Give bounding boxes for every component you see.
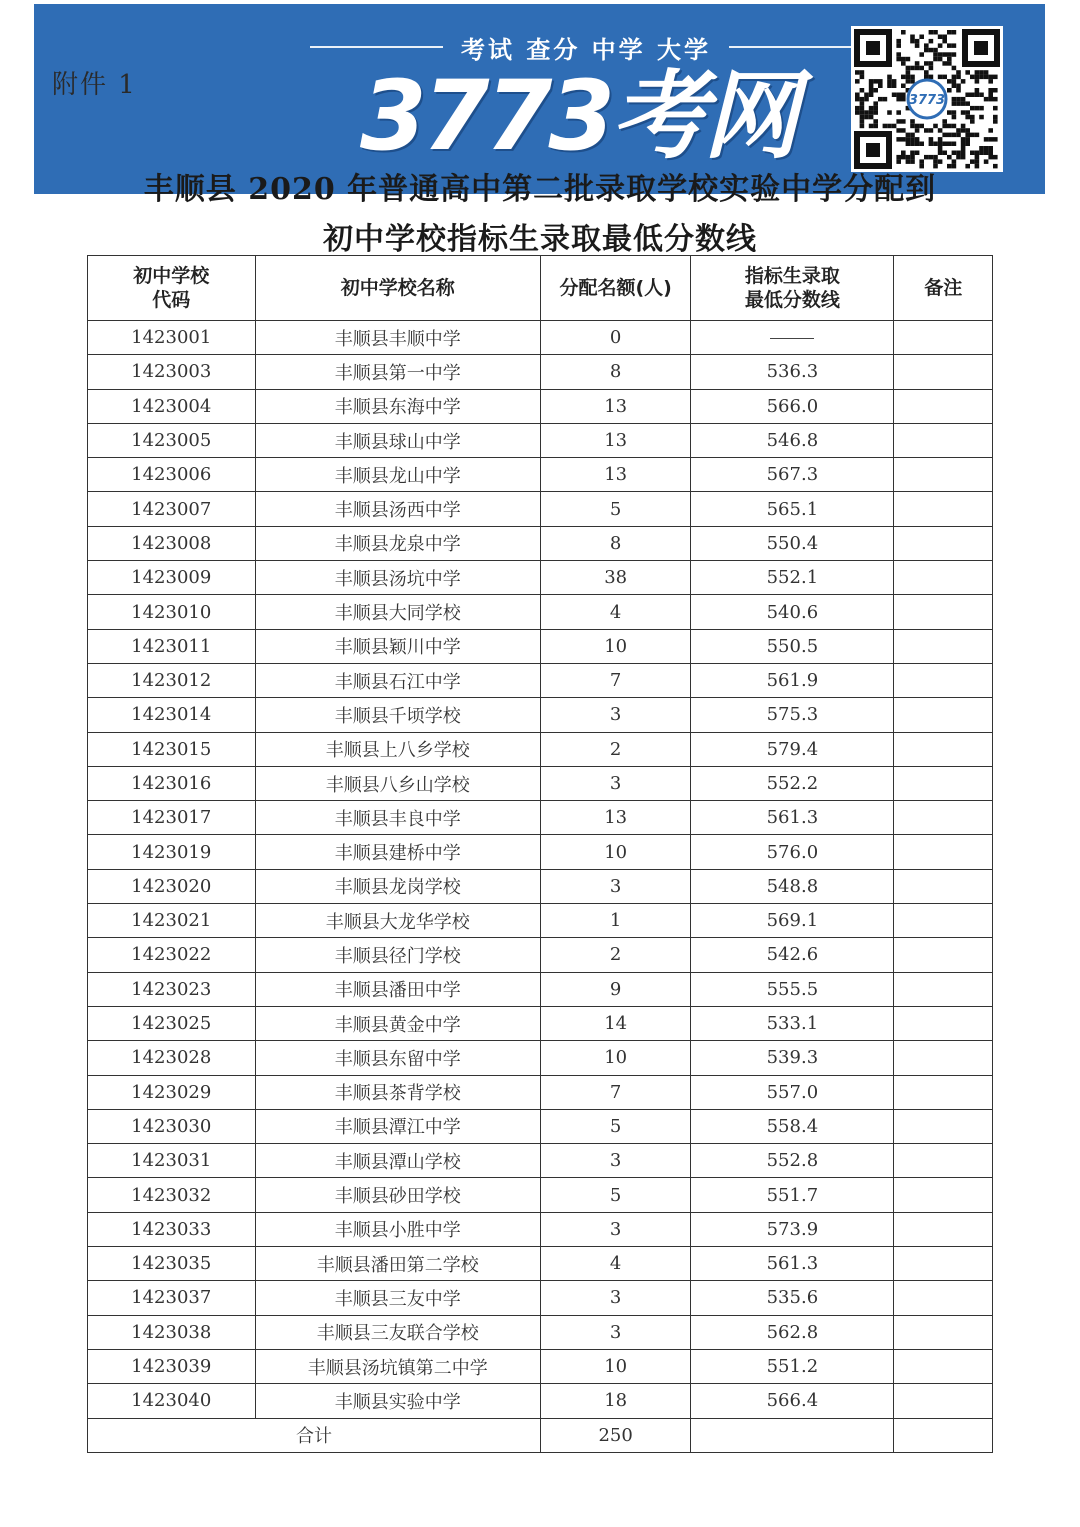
table-header-row <box>88 256 993 321</box>
remarks-cell <box>894 1212 993 1246</box>
min-score-cell: 536.3 <box>691 355 894 389</box>
school-name-cell: 丰顺县潘田第二学校 <box>255 1247 540 1281</box>
school-name-cell: 丰顺县小胜中学 <box>255 1212 540 1246</box>
table-row <box>88 698 993 732</box>
school-code-cell: 1423020 <box>88 869 256 903</box>
remarks-cell <box>894 629 993 663</box>
header-min-score <box>691 256 894 321</box>
quota-cell: 5 <box>540 1109 690 1143</box>
table-row <box>88 1006 993 1040</box>
annex-label: 附件 1 <box>52 70 137 100</box>
table-row <box>88 561 993 595</box>
remarks-cell <box>894 904 993 938</box>
min-score-cell: 542.6 <box>691 938 894 972</box>
remarks-cell <box>894 1006 993 1040</box>
remarks-cell <box>894 595 993 629</box>
total-remarks-cell <box>894 1418 993 1452</box>
site-logo: 3773考网 <box>360 60 796 172</box>
school-name-cell: 丰顺县球山中学 <box>255 423 540 457</box>
quota-cell: 8 <box>540 526 690 560</box>
min-score-cell: 579.4 <box>691 732 894 766</box>
total-score-cell <box>691 1418 894 1452</box>
quota-cell: 0 <box>540 321 690 355</box>
min-score-cell: 551.2 <box>691 1349 894 1383</box>
header-line: 初中学校名称 <box>340 277 455 299</box>
school-name-cell: 丰顺县汤坑中学 <box>255 561 540 595</box>
remarks-cell <box>894 1349 993 1383</box>
quota-cell: 4 <box>540 1247 690 1281</box>
table-row <box>88 1212 993 1246</box>
min-score-cell: 533.1 <box>691 1006 894 1040</box>
min-score-cell: 565.1 <box>691 492 894 526</box>
school-code-cell: 1423010 <box>88 595 256 629</box>
school-code-cell: 1423014 <box>88 698 256 732</box>
quota-cell: 9 <box>540 972 690 1006</box>
school-name-cell: 丰顺县径门学校 <box>255 938 540 972</box>
remarks-cell <box>894 1041 993 1075</box>
remarks-cell <box>894 869 993 903</box>
quota-cell: 3 <box>540 1315 690 1349</box>
school-name-cell: 丰顺县龙山中学 <box>255 458 540 492</box>
school-name-cell: 丰顺县砂田学校 <box>255 1178 540 1212</box>
document-title-line2: 初中学校指标生录取最低分数线 <box>323 222 757 257</box>
table-row <box>88 938 993 972</box>
min-score-cell: 535.6 <box>691 1281 894 1315</box>
quota-cell: 3 <box>540 1281 690 1315</box>
remarks-cell <box>894 663 993 697</box>
school-code-cell: 1423003 <box>88 355 256 389</box>
remarks-cell <box>894 423 993 457</box>
header-line: 分配名额(人) <box>559 277 672 299</box>
remarks-cell <box>894 801 993 835</box>
school-code-cell: 1423035 <box>88 1247 256 1281</box>
min-score-cell: 552.2 <box>691 766 894 800</box>
min-score-cell: 566.0 <box>691 389 894 423</box>
school-name-cell: 丰顺县上八乡学校 <box>255 732 540 766</box>
table-row <box>88 355 993 389</box>
quota-cell: 13 <box>540 423 690 457</box>
min-score-cell: 573.9 <box>691 1212 894 1246</box>
table-row <box>88 629 993 663</box>
remarks-cell <box>894 321 993 355</box>
min-score-cell: 561.3 <box>691 801 894 835</box>
quota-cell: 2 <box>540 938 690 972</box>
school-code-cell: 1423037 <box>88 1281 256 1315</box>
admission-score-table <box>87 255 993 1453</box>
school-name-cell: 丰顺县东留中学 <box>255 1041 540 1075</box>
tagline-rule-right <box>729 46 862 48</box>
remarks-cell <box>894 1178 993 1212</box>
table-row <box>88 389 993 423</box>
quota-cell: 1 <box>540 904 690 938</box>
table-row <box>88 526 993 560</box>
school-code-cell: 1423011 <box>88 629 256 663</box>
school-code-cell: 1423032 <box>88 1178 256 1212</box>
school-name-cell: 丰顺县潭江中学 <box>255 1109 540 1143</box>
remarks-cell <box>894 766 993 800</box>
tagline-row <box>310 30 862 64</box>
school-code-cell: 1423023 <box>88 972 256 1006</box>
min-score-cell <box>691 321 894 355</box>
quota-cell: 7 <box>540 1075 690 1109</box>
min-score-cell: 539.3 <box>691 1041 894 1075</box>
table-row <box>88 732 993 766</box>
min-score-cell: 567.3 <box>691 458 894 492</box>
total-label: 合计 <box>88 1418 541 1452</box>
table-row <box>88 801 993 835</box>
table-row <box>88 321 993 355</box>
table-row <box>88 1247 993 1281</box>
qr-code[interactable] <box>851 26 1003 172</box>
school-name-cell: 丰顺县东海中学 <box>255 389 540 423</box>
school-code-cell: 1423028 <box>88 1041 256 1075</box>
quota-cell: 13 <box>540 801 690 835</box>
min-score-cell: 561.3 <box>691 1247 894 1281</box>
school-code-cell: 1423006 <box>88 458 256 492</box>
remarks-cell <box>894 1315 993 1349</box>
school-name-cell: 丰顺县潘田中学 <box>255 972 540 1006</box>
school-name-cell: 丰顺县黄金中学 <box>255 1006 540 1040</box>
header-line: 指标生录取 <box>744 265 840 287</box>
table-row <box>88 972 993 1006</box>
table-row <box>88 423 993 457</box>
qr-center-label: 3773 <box>908 93 946 108</box>
school-code-cell: 1423022 <box>88 938 256 972</box>
remarks-cell <box>894 938 993 972</box>
school-name-cell: 丰顺县实验中学 <box>255 1384 540 1418</box>
header-line: 备注 <box>924 277 963 299</box>
header-line: 初中学校 <box>133 265 210 287</box>
table-row <box>88 1075 993 1109</box>
school-code-cell: 1423033 <box>88 1212 256 1246</box>
remarks-cell <box>894 698 993 732</box>
school-code-cell: 1423005 <box>88 423 256 457</box>
table-row <box>88 1178 993 1212</box>
remarks-cell <box>894 561 993 595</box>
school-name-cell: 丰顺县汤坑镇第二中学 <box>255 1349 540 1383</box>
min-score-cell: 561.9 <box>691 663 894 697</box>
school-code-cell: 1423017 <box>88 801 256 835</box>
school-name-cell: 丰顺县大同学校 <box>255 595 540 629</box>
remarks-cell <box>894 1075 993 1109</box>
quota-cell: 10 <box>540 1349 690 1383</box>
min-score-cell: 552.8 <box>691 1144 894 1178</box>
quota-cell: 13 <box>540 458 690 492</box>
school-code-cell: 1423021 <box>88 904 256 938</box>
school-code-cell: 1423001 <box>88 321 256 355</box>
school-name-cell: 丰顺县汤西中学 <box>255 492 540 526</box>
school-code-cell: 1423031 <box>88 1144 256 1178</box>
school-name-cell: 丰顺县颖川中学 <box>255 629 540 663</box>
min-score-cell: 555.5 <box>691 972 894 1006</box>
min-score-cell: 562.8 <box>691 1315 894 1349</box>
banner-tagline: 考试 查分 中学 大学 <box>460 35 712 64</box>
remarks-cell <box>894 389 993 423</box>
table-row <box>88 458 993 492</box>
tagline-rule-left <box>310 46 443 48</box>
header-quota <box>540 256 690 321</box>
remarks-cell <box>894 355 993 389</box>
quota-cell: 3 <box>540 766 690 800</box>
school-code-cell: 1423040 <box>88 1384 256 1418</box>
school-name-cell: 丰顺县建桥中学 <box>255 835 540 869</box>
school-code-cell: 1423030 <box>88 1109 256 1143</box>
school-name-cell: 丰顺县潭山学校 <box>255 1144 540 1178</box>
quota-cell: 3 <box>540 698 690 732</box>
school-name-cell: 丰顺县三友中学 <box>255 1281 540 1315</box>
table-body <box>88 321 993 1419</box>
remarks-cell <box>894 526 993 560</box>
table-row <box>88 1109 993 1143</box>
min-score-cell: 540.6 <box>691 595 894 629</box>
school-name-cell: 丰顺县茶背学校 <box>255 1075 540 1109</box>
school-code-cell: 1423012 <box>88 663 256 697</box>
table-row <box>88 1384 993 1418</box>
remarks-cell <box>894 972 993 1006</box>
min-score-cell: 551.7 <box>691 1178 894 1212</box>
table-row <box>88 1144 993 1178</box>
min-score-cell: 558.4 <box>691 1109 894 1143</box>
min-score-cell: 550.5 <box>691 629 894 663</box>
table-row <box>88 835 993 869</box>
school-code-cell: 1423029 <box>88 1075 256 1109</box>
quota-cell: 2 <box>540 732 690 766</box>
table-row <box>88 1315 993 1349</box>
header-school-code <box>88 256 256 321</box>
school-code-cell: 1423025 <box>88 1006 256 1040</box>
min-score-cell: 557.0 <box>691 1075 894 1109</box>
remarks-cell <box>894 732 993 766</box>
remarks-cell <box>894 1281 993 1315</box>
min-score-cell: 546.8 <box>691 423 894 457</box>
table-row <box>88 1349 993 1383</box>
quota-cell: 13 <box>540 389 690 423</box>
school-name-cell: 丰顺县八乡山学校 <box>255 766 540 800</box>
school-name-cell: 丰顺县大龙华学校 <box>255 904 540 938</box>
school-name-cell: 丰顺县丰良中学 <box>255 801 540 835</box>
total-quota: 250 <box>540 1418 690 1452</box>
header-remarks <box>894 256 993 321</box>
school-code-cell: 1423015 <box>88 732 256 766</box>
remarks-cell <box>894 1384 993 1418</box>
quota-cell: 10 <box>540 835 690 869</box>
school-code-cell: 1423038 <box>88 1315 256 1349</box>
school-code-cell: 1423009 <box>88 561 256 595</box>
remarks-cell <box>894 1109 993 1143</box>
school-name-cell: 丰顺县三友联合学校 <box>255 1315 540 1349</box>
table-row <box>88 492 993 526</box>
school-name-cell: 丰顺县龙岗学校 <box>255 869 540 903</box>
table-row <box>88 1281 993 1315</box>
quota-cell: 3 <box>540 1212 690 1246</box>
table-row <box>88 869 993 903</box>
quota-cell: 8 <box>540 355 690 389</box>
quota-cell: 4 <box>540 595 690 629</box>
quota-cell: 10 <box>540 1041 690 1075</box>
school-name-cell: 丰顺县丰顺中学 <box>255 321 540 355</box>
table-row <box>88 663 993 697</box>
school-code-cell: 1423039 <box>88 1349 256 1383</box>
school-code-cell: 1423019 <box>88 835 256 869</box>
quota-cell: 7 <box>540 663 690 697</box>
min-score-cell: 552.1 <box>691 561 894 595</box>
quota-cell: 3 <box>540 1144 690 1178</box>
table-row <box>88 904 993 938</box>
quota-cell: 5 <box>540 1178 690 1212</box>
school-name-cell: 丰顺县石江中学 <box>255 663 540 697</box>
min-score-cell: 548.8 <box>691 869 894 903</box>
table-row <box>88 766 993 800</box>
table-row <box>88 595 993 629</box>
quota-cell: 18 <box>540 1384 690 1418</box>
table-total-row <box>88 1418 993 1452</box>
school-code-cell: 1423004 <box>88 389 256 423</box>
school-name-cell: 丰顺县千顷学校 <box>255 698 540 732</box>
table-row <box>88 1041 993 1075</box>
remarks-cell <box>894 1144 993 1178</box>
quota-cell: 3 <box>540 869 690 903</box>
school-code-cell: 1423008 <box>88 526 256 560</box>
school-name-cell: 丰顺县龙泉中学 <box>255 526 540 560</box>
school-name-cell: 丰顺县第一中学 <box>255 355 540 389</box>
header-line: 代码 <box>152 289 191 311</box>
remarks-cell <box>894 458 993 492</box>
school-code-cell: 1423007 <box>88 492 256 526</box>
remarks-cell <box>894 1247 993 1281</box>
header-school-name <box>255 256 540 321</box>
remarks-cell <box>894 492 993 526</box>
qr-code-graphic <box>851 26 1003 172</box>
school-code-cell: 1423016 <box>88 766 256 800</box>
no-score-dash <box>770 338 814 339</box>
min-score-cell: 576.0 <box>691 835 894 869</box>
quota-cell: 5 <box>540 492 690 526</box>
min-score-cell: 575.3 <box>691 698 894 732</box>
quota-cell: 10 <box>540 629 690 663</box>
quota-cell: 38 <box>540 561 690 595</box>
remarks-cell <box>894 835 993 869</box>
min-score-cell: 569.1 <box>691 904 894 938</box>
min-score-cell: 566.4 <box>691 1384 894 1418</box>
quota-cell: 14 <box>540 1006 690 1040</box>
document-title-line1: 丰顺县 2020 年普通高中第二批录取学校实验中学分配到 <box>143 172 937 207</box>
min-score-cell: 550.4 <box>691 526 894 560</box>
header-line: 最低分数线 <box>744 289 840 311</box>
